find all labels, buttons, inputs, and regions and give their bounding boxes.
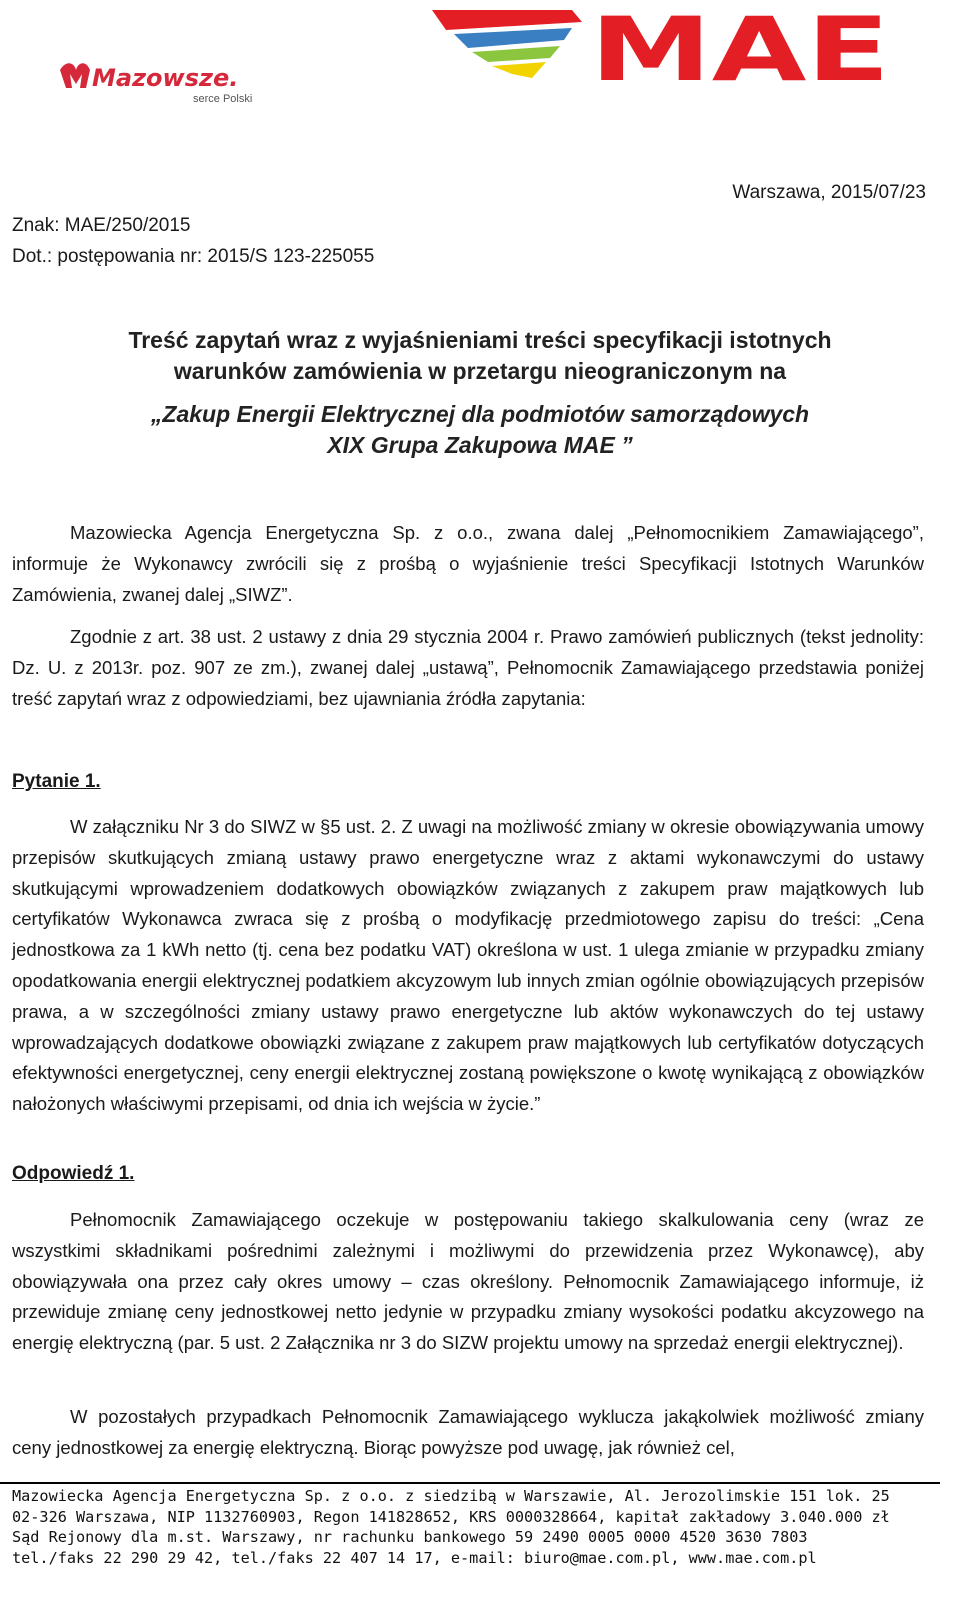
footer-line-3: Sąd Rejonowy dla m.st. Warszawy, nr rachunku bankowego 59 2490 0005 0000 4520 3630 7803 [12, 1528, 808, 1546]
document-date: Warszawa, 2015/07/23 [732, 182, 926, 203]
document-title-line1: Treść zapytań wraz z wyjaśnieniami treści specyfikacji istotnych [128, 327, 832, 353]
intro-paragraph-1: Mazowiecka Agencja Energetyczna Sp. z o.o., zwana dalej „Pełnomocnikiem Zamawiającego”, informuje że Wykonawcy zwrócili się z prośbą o wyjaśnienie treści Specyfikacji Istotnych Warunków Zamówienia, zwanej dalej „SIWZ”. [12, 522, 924, 605]
document-title-line3: „Zakup Energii Elektrycznej dla podmiotów samorządowych [150, 401, 810, 427]
mae-logo-stripe-yellow [492, 62, 546, 78]
mazowsze-logo-graphic [56, 58, 266, 108]
footer-divider [0, 1482, 940, 1484]
mae-logo-text: MAE [590, 8, 890, 84]
document-regarding: Dot.: postępowania nr: 2015/S 123-225055 [12, 246, 375, 267]
intro-paragraph-2: Zgodnie z art. 38 ust. 2 ustawy z dnia 29 stycznia 2004 r. Prawo zamówień publicznych (tekst jednolity: Dz. U. z 2013r. poz. 907 ze zm.), zwanej dalej „ustawą”, Pełnomocnik Zamawiającego przedstawia poniżej treść zapytań wraz z odpowiedziami, bez ujawniania źródła zapytania: [12, 626, 924, 709]
mazowsze-logo-tagline: serce Polski [193, 93, 253, 105]
mae-logo-stripe-green [472, 46, 560, 62]
mazowsze-logo [56, 58, 266, 108]
footer-line-1: Mazowiecka Agencja Energetyczna Sp. z o.o. z siedzibą w Warszawie, Al. Jerozolimskie 151 lok. 25 [12, 1487, 890, 1505]
footer-line-4: tel./faks 22 290 29 42, tel./faks 22 407 14 17, e-mail: biuro@mae.com.pl, www.mae.com.pl [12, 1548, 817, 1567]
mae-logo-stripe-blue [454, 28, 572, 48]
document-sign: Znak: MAE/250/2015 [12, 215, 191, 236]
answer-1-paragraph-1: Pełnomocnik Zamawiającego oczekuje w postępowaniu takiego skalkulowania ceny (wraz ze wszystkimi składnikami pośrednimi zależnymi i możliwymi do przewidzenia przez Wykonawcę), aby obowiązywała ona przez cały okres umowy – czas określony. Pełnomocnik Zamawiającego informuje, iż przewiduje zmianę ceny jednostkowej netto jedynie w przypadku zmiany wysokości podatku akcyzowego na energię elektryczną (par. 5 ust. 2 Załącznika nr 3 do SIZW projektu umowy na sprzedaż energii elektrycznej). [12, 1209, 924, 1354]
mazowsze-logo-text: Mazowsze. [92, 64, 239, 92]
question-1-text: W załączniku Nr 3 do SIWZ w §5 ust. 2. Z uwagi na możliwość zmiany w okresie obowiązywania umowy przepisów skutkujących zmianą ustawy prawo energetyczne wraz z aktami wykonawczymi do ustawy skutkującymi wprowadzeniem dodatkowych obowiązków związanych z zakupem praw majątkowych lub certyfikatów Wykonawca zwraca się z prośbą o modyfikację przedmiotowego zapisu do treści: „Cena jednostkowa za 1 kWh netto (tj. cena bez podatku VAT) określona w ust. 1 ulega zmianie w przypadku zmiany opodatkowania energii elektrycznej podatkiem akcyzowym lub innych zmian ogólnie obowiązujących przepisów prawa, a w szczególności zmiany ustawy prawo energetyczne lub aktów wykonawczych do tej ustawy wprowadzających dodatkowe obowiązki związane z zakupem praw majątkowych lub certyfikatów dotyczących efektywności energetycznej, ceny energii elektrycznej zostaną powiększone o kwotę wynikającą z obowiązków nałożonych właściwymi przepisami, od dnia ich wejścia w życie.” [12, 816, 924, 1115]
question-1-heading: Pytanie 1. [12, 771, 101, 792]
document-title-line4: XIX Grupa Zakupowa MAE ” [327, 432, 633, 458]
mae-logo-graphic [432, 8, 902, 84]
footer-line-2: 02-326 Warszawa, NIP 1132760903, Regon 141828652, KRS 0000328664, kapitał zakładowy 3.040.000 zł [12, 1507, 890, 1526]
mae-logo [432, 8, 902, 84]
answer-1-heading: Odpowiedź 1. [12, 1163, 135, 1184]
document-title-line2: warunków zamówienia w przetargu nieograniczonym na [173, 358, 787, 384]
answer-1-paragraph-2: W pozostałych przypadkach Pełnomocnik Zamawiającego wyklucza jakąkolwiek możliwość zmiany ceny jednostkowej za energię elektryczną. Biorąc powyższe pod uwagę, jak również cel, [12, 1406, 924, 1458]
footer [12, 1486, 890, 1568]
mae-logo-stripe-red [432, 10, 582, 30]
